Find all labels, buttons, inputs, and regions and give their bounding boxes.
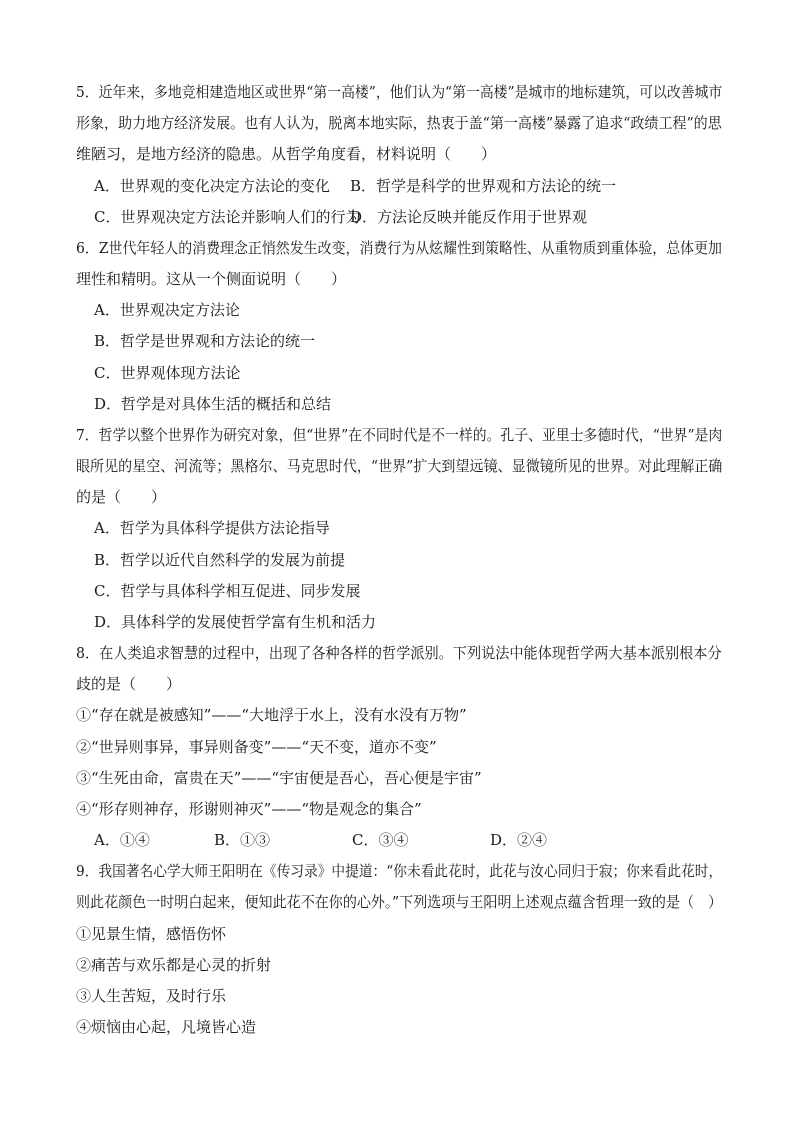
question-9-item-1: ①见景生情，感悟伤怀 <box>76 925 227 943</box>
question-6-option-b: B．哲学是世界观和方法论的统一 <box>94 332 316 350</box>
question-8-option-a: A．①④ <box>94 831 150 849</box>
question-9-item-4: ④烦恼由心起，凡境皆心造 <box>76 1018 257 1036</box>
question-8-item-3: ③“生死由命，富贵在天”——“宇宙便是吾心，吾心便是宇宙” <box>76 769 482 787</box>
question-9-line-2: 则此花颜色一时明白起来，便知此花不在你的心外。”下列选项与王阳明上述观点蕴含哲理一致的是（ ） <box>76 893 723 911</box>
question-5-line-1: 5．近年来，多地竞相建造地区或世界“第一高楼”，他们认为“第一高楼”是城市的地标建筑，可以改善城市 <box>76 83 723 101</box>
question-8-item-1: ①“存在就是被感知”——“大地浮于水上，没有水没有万物” <box>76 706 467 724</box>
question-6-line-2: 理性和精明。这从一个侧面说明（ ） <box>76 270 347 288</box>
question-7-line-1: 7．哲学以整个世界作为研究对象，但“世界”在不同时代是不一样的。孔子、亚里士多德时代，“世界”是肉 <box>76 426 723 444</box>
question-8-option-d: D．②④ <box>490 831 548 849</box>
question-7-line-2: 眼所见的星空、河流等；黑格尔、马克思时代，“世界”扩大到望远镜、显微镜所见的世界。对此理解正确 <box>76 457 723 475</box>
question-6-line-1: 6．Z世代年轻人的消费理念正悄然发生改变，消费行为从炫耀性到策略性、从重物质到重体验，总体更加 <box>76 239 722 257</box>
question-7-option-c: C．哲学与具体科学相互促进、同步发展 <box>94 582 361 600</box>
question-6-option-d: D．哲学是对具体生活的概括和总结 <box>94 395 332 413</box>
question-6-option-c: C．世界观体现方法论 <box>94 364 241 382</box>
question-5-option-c: C．世界观决定方法论并影响人们的行为 <box>94 208 361 226</box>
question-8-option-b: B．①③ <box>214 831 271 849</box>
question-5-option-b: B．哲学是科学的世界观和方法论的统一 <box>350 177 617 195</box>
question-5-option-d: D．方法论反映并能反作用于世界观 <box>350 208 588 226</box>
question-8-line-1: 8．在人类追求智慧的过程中，出现了各种各样的哲学派别。下列说法中能体现哲学两大基本派别根本分 <box>76 644 722 662</box>
question-7-option-b: B．哲学以近代自然科学的发展为前提 <box>94 551 346 569</box>
question-9-line-1: 9．我国著名心学大师王阳明在《传习录》中提道：“你未看此花时，此花与汝心同归于寂；你来看此花时， <box>76 862 723 880</box>
question-7-option-d: D．具体科学的发展使哲学富有生机和活力 <box>94 613 377 631</box>
question-7-line-3: 的是（ ） <box>76 488 167 506</box>
question-9-item-3: ③人生苦短，及时行乐 <box>76 987 227 1005</box>
question-8-item-4: ④“形存则神存，形谢则神灭”——“物是观念的集合” <box>76 800 422 818</box>
question-5-option-a: A．世界观的变化决定方法论的变化 <box>94 177 330 195</box>
question-8-line-2: 歧的是（ ） <box>76 675 182 693</box>
question-8-option-c: C．③④ <box>352 831 409 849</box>
question-7-option-a: A．哲学为具体科学提供方法论指导 <box>94 519 330 537</box>
question-6-option-a: A．世界观决定方法论 <box>94 301 240 319</box>
question-5-line-2: 形象，助力地方经济发展。也有人认为，脱离本地实际，热衷于盖“第一高楼”暴露了追求“政绩工程”的思 <box>76 114 722 132</box>
question-5-line-3: 维陋习，是地方经济的隐患。从哲学角度看，材料说明（ ） <box>76 145 497 163</box>
question-8-item-2: ②“世异则事异，事异则备变”——“天不变，道亦不变” <box>76 738 437 756</box>
question-9-item-2: ②痛苦与欢乐都是心灵的折射 <box>76 956 272 974</box>
